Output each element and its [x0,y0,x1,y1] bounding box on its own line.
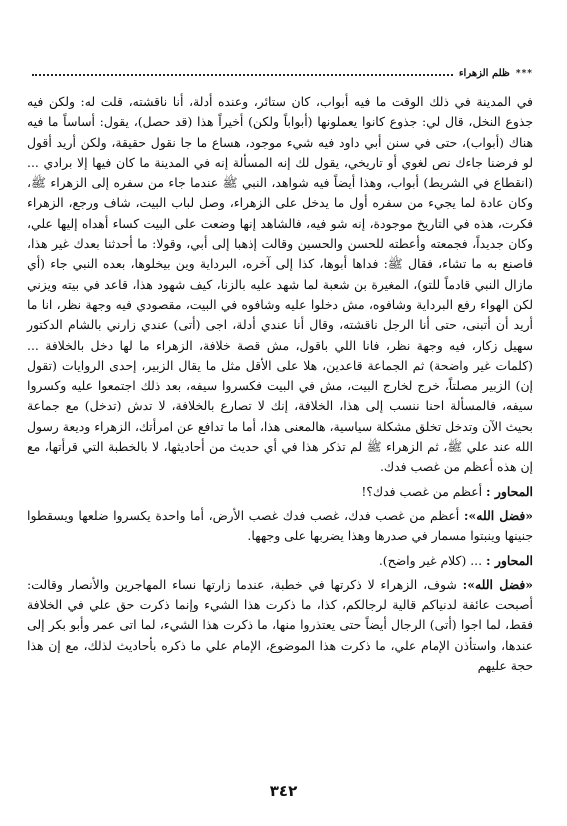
page-body [27,92,533,676]
page-number: ٣٤٢ [269,782,298,800]
speaker-label: «فضل الله»: [463,507,533,523]
paragraph-3-text: أعظم من غصب فدك، غصب فدك غصب الأرض، أما واحدة يكسروا ضلعها ويسقطوا جنينها وينبتوا مسمار في صدرها وهذا يضربها على وجهها. [27,507,533,544]
running-header [32,66,533,82]
paragraph-4-text: ... (كلام غير واضح). [378,552,483,568]
paragraph-1 [27,92,533,478]
header-mark: *** [515,69,533,79]
paragraph-3 [27,506,533,547]
paragraph-5-text: شوف، الزهراء لا ذكرتها في خطبة، عندما زارتها نساء المهاجرين والأنصار وقالت: أصبحت عائفة لدنياكم قالية لرجالكم، كذا، ما ذكرت هذا الشيء وإنما ذكرت حق علي في الخلافة فقط، لما اجوا (أتى) الرجال أيضاً حتى يعتذروا منها، ما ذكرت هذا الشيء، لما اتى عمر وأبو بكر إلى عندها، واستأذن الإمام علي، ما ذكرت هذا الموضوع، الإمام علي ما ذكره بأحاديث لذلك، مع إن هذا حجة عليهم [27,576,533,674]
header-decoration [32,74,453,77]
paragraph-2-text: أعظم من غصب فدك؟! [361,483,483,499]
header-title: ظلم الزهراء [458,68,510,79]
speaker-label: المحاور : [485,483,533,499]
paragraph-1-text: في المدينة في ذلك الوقت ما فيه أبواب، كان ستائر، وعنده أدلة، أنا ناقشته، قلت له: ولكن فيه جذوع النخل، قال لي: جذوع كانوا يعملونها (أبواباً ولكن) أخيراً هذا (قد حصل)، يقول: أساساً ما فيه هناك (أبواب)، حتى في سنن أبي داود فيه شيء موجود، هساع ما جا نقول حقيقة، ولكن أريد أقول لو فرضنا جاءك نص لغوي أو تاريخي، يقول لك إنه المسألة إنه في المدينة ما كان فيها إلا برادي ... (انقطاع في الشريط) أبواب، وهذا أيضاً فيه شواهد، النبي ﷺ عندما جاء من سفره إلى الزهراء ﷺ، وكان عادة لما يجيء من سفره أول ما يدخل على الزهراء، وصل لباب البيت، شاف ورجع، الزهراء فكرت، هذه في التاريخ موجودة، إنه شو فيه، فالشاهد إنها وضعت على البيت كساء أهداه إليها علي، وكان جديداً، فجمعته وأعطته للحسن والحسين وقالت إذهبا إلى أبي، وقولا: ما أحدثنا بعدك غير هذا، فاصنع به ما تشاء، فقال ﷺ: فداها أبوها، كذا إلى آخره، البرداية وين بيخلوها، بعده النبي جاء (أي مازال النبي قادماً للتو)، المغيرة بن شعبة لما شهد عليه بالزنا، كيف شهود هذا، قاعد في بيته ويزني لكن الهواء رفع البرداية وشافوه، مش دخلوا عليه وشافوه في البيت، مقصودي فيه وجهة نظر، انا ما أريد أن أتبنى، حتى أنا الرجل ناقشته، وقال أنا عندي أدلة، اجى (أتى) عندي زارني بالشام الدكتور سهيل زكار، فيه وجهة نظر، فانا اللي باقول، مش قصة خلافة، الزهراء ما لها دخل بالخلافة ... (كلمات غير واضحة) ثم الجماعة قاعدين، هلا على الأقل مثل ما يقال الزبير، إحدى الروايات (تقول إن) الزبير مصلتاً، خرج لخارج البيت، مش في البيت فكسروا سيفه، بعد ذلك اجتمعوا عليه وكسروا سيفه، فالمسألة احنا ننسب إلى هذا، الخلافة، إنك لا تصارع بالخلافة، لا تدش (تدخل) مع جماعة بحيث الآن وتدخل تخلق مشكلة سياسية، هالمعنى هذا، أما ما تدافع عن امرأتك، الزهراء وديعة رسول الله عند علي ﷺ، ثم الزهراء ﷺ لم تذكر هذا في أي حديث من أحاديثها، لا بالخطبة التي قرأتها، مع إن هذه أعظم من غصب فدك. [27,94,533,475]
speaker-label: «فضل الله»: [462,576,533,592]
paragraph-5 [27,575,533,676]
paragraph-4 [27,551,533,571]
paragraph-2 [27,482,533,502]
speaker-label: المحاور : [485,552,533,568]
